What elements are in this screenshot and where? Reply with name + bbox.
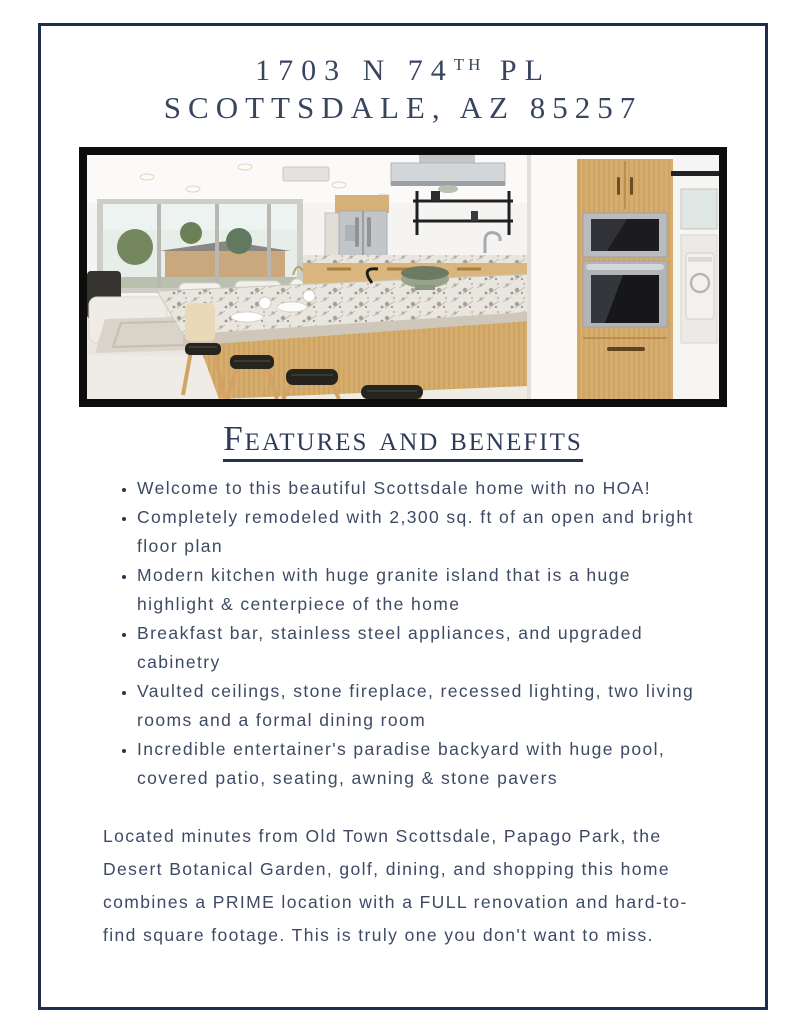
- washer: [686, 253, 714, 319]
- kitchen-photo-illustration: [87, 155, 719, 399]
- wall-oven: [583, 261, 667, 327]
- ceiling-vent: [283, 167, 329, 181]
- laundry-nook: [671, 155, 719, 399]
- features-heading: [41, 421, 765, 462]
- property-address: [41, 46, 765, 126]
- feature-item: • Breakfast bar, stainless steel appliances, and upgraded cabinetry: [137, 619, 705, 677]
- feature-item: • Vaulted ceilings, stone fireplace, recessed lighting, two living rooms and a formal dining room: [137, 677, 705, 735]
- features-list: [105, 474, 705, 793]
- window-wall: [97, 199, 303, 293]
- address-line-1: [255, 54, 551, 87]
- flyer-border: [38, 23, 768, 1010]
- microwave: [583, 213, 667, 257]
- feature-item: • Incredible entertainer's paradise backyard with huge pool, covered patio, seating, awning & stone pavers: [137, 735, 705, 793]
- oven-cabinet: [577, 159, 673, 399]
- address-street-number: 1703 N 74: [255, 54, 454, 87]
- address-street-suffix: PL: [484, 54, 551, 87]
- address-line-2: SCOTTSDALE, AZ 85257: [163, 90, 643, 125]
- counter-chair: [185, 303, 215, 341]
- feature-item: • Modern kitchen with huge granite island that is a huge highlight & centerpiece of the home: [137, 561, 705, 619]
- location-paragraph: Located minutes from Old Town Scottsdale, Papago Park, the Desert Botanical Garden, golf, dining, and shopping this home combines a PRIME location with a FULL renovation and hard-to-find square footage. This is truly one you don't want to miss.: [103, 825, 688, 945]
- address-ordinal-sup: TH: [453, 55, 485, 74]
- property-photo: [79, 147, 727, 407]
- curtain-rod: [671, 171, 719, 176]
- feature-item: • Completely remodeled with 2,300 sq. ft of an open and bright floor plan: [137, 503, 705, 561]
- features-heading-text: Features and benefits: [223, 421, 583, 462]
- feature-item: • Welcome to this beautiful Scottsdale home with no HOA!: [137, 474, 705, 503]
- pillar: [527, 155, 577, 399]
